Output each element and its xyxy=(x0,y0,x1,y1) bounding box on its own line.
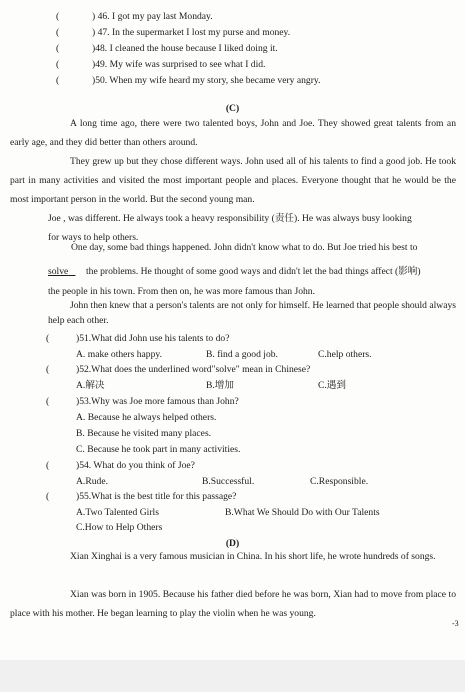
page-number: -3 xyxy=(452,619,459,628)
section-d-heading: (D) xyxy=(225,538,240,549)
question-49: )49. My wife was surprised to see what I did. xyxy=(92,59,266,70)
section-c-paragraph-4-cont: the problems. He thought of some good ways and didn't let the bad things affect (影响) xyxy=(86,266,421,277)
question-stem: )55.What is the best title for this passage? xyxy=(76,491,237,502)
answer-paren: ( xyxy=(56,75,60,86)
option-c: C. Because he took part in many activities. xyxy=(76,444,241,455)
option-a: A.解决 xyxy=(76,380,105,391)
section-c-paragraph-1: A long time ago, there were two talented boys, John and Joe. They showed great talents from an early age, and they did better than others around. xyxy=(10,118,456,148)
option-c: C.help others. xyxy=(318,349,372,360)
option-b: B. Because he visited many places. xyxy=(76,428,212,439)
underlined-word-solve: solve xyxy=(48,266,69,277)
answer-paren: ( xyxy=(56,27,60,38)
answer-paren: ( xyxy=(56,11,60,22)
answer-paren: ( xyxy=(56,43,60,54)
question-stem: )53.Why was Joe more famous than John? xyxy=(76,396,239,407)
option-c: C.Responsible. xyxy=(310,476,369,487)
question-stem: )54. What do you think of Joe? xyxy=(76,460,195,471)
section-c-heading: (C) xyxy=(225,103,240,114)
question-46: ) 46. I got my pay last Monday. xyxy=(92,11,213,22)
section-c-paragraph-3-cont: for ways to help others. xyxy=(48,232,139,243)
option-a: A. Because he always helped others. xyxy=(76,412,217,423)
option-b: B.增加 xyxy=(206,380,234,391)
option-b: B.What We Should Do with Our Talents xyxy=(225,507,380,518)
blank-underline xyxy=(68,266,75,277)
page-bottom-margin xyxy=(0,660,465,692)
answer-paren: ( xyxy=(46,460,50,471)
question-stem: )51.What did John use his talents to do? xyxy=(76,333,230,344)
question-47: ) 47. In the supermarket I lost my purse and money. xyxy=(92,27,291,38)
answer-paren: ( xyxy=(46,396,50,407)
section-c-paragraph-3: Joe , was different. He always took a heavy responsibility (责任). He was always busy looking xyxy=(48,213,412,224)
option-a: A.Two Talented Girls xyxy=(76,507,159,518)
option-a: A.Rude. xyxy=(76,476,108,487)
option-c: C.遇到 xyxy=(318,380,346,391)
question-stem: )52.What does the underlined word"solve" mean in Chinese? xyxy=(76,364,311,375)
answer-paren: ( xyxy=(46,364,50,375)
option-b: B.Successful. xyxy=(202,476,255,487)
answer-paren: ( xyxy=(46,491,50,502)
answer-paren: ( xyxy=(56,59,60,70)
section-d-paragraph-1: Xian Xinghai is a very famous musician in China. In his short life, he wrote hundreds of songs. xyxy=(70,551,436,562)
section-c-paragraph-2: They grew up but they chose different ways. John used all of his talents to find a good job. He took part in many activities and visited the most important people and places. Everyone thought that he would be the most important person in the world. But the second young man. xyxy=(10,156,456,205)
blank-line xyxy=(48,266,75,278)
answer-paren: ( xyxy=(46,333,50,344)
question-50: )50. When my wife heard my story, she became very angry. xyxy=(92,75,321,86)
section-d-paragraph-2: Xian was born in 1905. Because his father died before he was born, Xian had to move from place to place with his mother. He began learning to play the violin when he was young. xyxy=(10,589,456,619)
section-c-paragraph-4: One day, some bad things happened. John didn't know what to do. But Joe tried his best to xyxy=(71,242,418,253)
section-c-paragraph-4-end: the people in his town. From then on, he was more famous than John. xyxy=(48,286,315,297)
option-a: A. make others happy. xyxy=(76,349,162,360)
question-48: )48. I cleaned the house because I liked doing it. xyxy=(92,43,278,54)
section-c-paragraph-5: John then knew that a person's talents are not only for himself. He learned that people should always help each other. xyxy=(48,300,456,326)
option-b: B. find a good job. xyxy=(206,349,278,360)
option-c: C.How to Help Others xyxy=(76,522,163,533)
